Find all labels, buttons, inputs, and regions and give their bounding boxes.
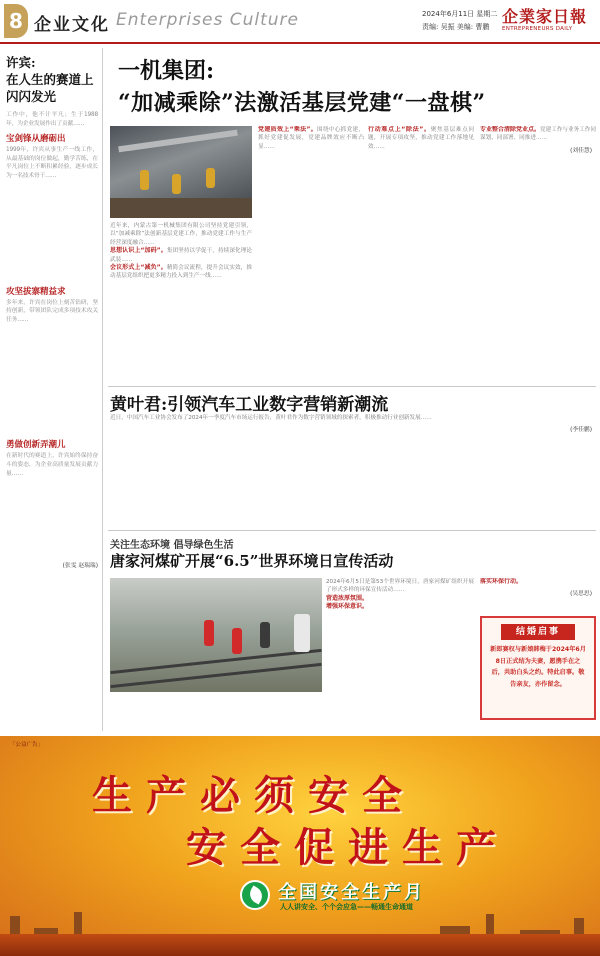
safety-month-logo-icon xyxy=(240,880,270,910)
safety-month-slogan: 人人讲安全、个个会应急——畅通生命通道 xyxy=(280,903,413,911)
photo-crane-beam xyxy=(118,130,238,153)
main-col-3 xyxy=(368,126,474,382)
third-byline: (吴思思) xyxy=(570,591,592,598)
main-col4-text: 聚焦基层难点问题，开展专项攻坚，推动党建工作落地见效…… xyxy=(368,127,474,150)
paper-logo-en: ENTREPRENEURS DAILY xyxy=(502,26,573,32)
photo-worker xyxy=(172,174,181,194)
wedding-notice-title: 结婚启事 xyxy=(501,624,575,640)
main-col5-subhead: 专业整合清除党业点。 xyxy=(480,126,541,133)
photo-worker xyxy=(140,170,149,190)
third-article-text: 2024年6月5日是第53个世界环境日，唐家河煤矿组织开展了形式多样的环保宣传活动…… xyxy=(326,579,474,594)
second-article-text: 近日，中国汽车工业协会发布了2024年一季度汽车市场运行报告，黄叶君作为数字营销领域的探索者，积极推动行业创新发展…… xyxy=(110,415,432,421)
left-byline: (张雯 赵瑞瑞) xyxy=(62,563,98,570)
main-col5-text: 党建工作与业务工作同谋划、同部署、同推进…… xyxy=(480,127,596,142)
left-title-line3: 闪闪发光 xyxy=(6,89,57,104)
section-title-cn: 企业文化 xyxy=(34,15,110,35)
page-number: 8 xyxy=(4,4,28,38)
wedding-notice-text: 新郎赛权与新娘韩梅于2024年6月8日正式结为夫妻，愿携手在之后，共助白头之约。特此启事。敬告亲友，亦作留念。 xyxy=(490,646,586,688)
workers-crowd xyxy=(0,934,600,956)
main-headline-line2: “加减乘除”法激活基层党建“一盘棋” xyxy=(118,90,486,116)
paper-logo: 企業家日報 xyxy=(502,7,588,26)
main-col2-subhead: 会议形式上“减负”。 xyxy=(110,264,167,272)
main-col1-subhead: 思想认识上“加码”。 xyxy=(110,247,167,255)
left-paragraph-3b xyxy=(0,478,102,558)
left-subhead-2: 攻坚拔寨精益求 xyxy=(6,286,66,297)
main-headline xyxy=(108,50,596,122)
page-header xyxy=(0,0,600,44)
environment-day-photo xyxy=(110,578,322,692)
third-subhead-3: 落实环保行动。 xyxy=(480,578,523,585)
photo-person xyxy=(232,628,242,654)
main-col1-text2: 集团坚持以学促干，持续深化理论武装…… xyxy=(110,248,252,263)
main-col4-subhead: 行动难点上“除法”。 xyxy=(368,126,431,133)
banner-slogan-1: 生产必须安全 xyxy=(92,772,416,819)
photo-person xyxy=(260,622,270,648)
left-paragraph-1: 1999年，许宾从事生产一线工作，从最基础的岗位做起，勤学苦练，在平凡岗位上不断积累经验，逐步成长为一名技术骨干…… xyxy=(6,147,98,179)
third-kicker: 关注生态环境 倡导绿色生活 xyxy=(110,540,234,551)
main-headline-line1: 一机集团: xyxy=(118,58,215,84)
safety-banner xyxy=(0,736,600,956)
left-article-title xyxy=(0,48,102,111)
main-col-1 xyxy=(110,222,252,382)
banner-slogan-2: 安全促进生产 xyxy=(186,824,510,871)
photo-ground xyxy=(110,198,252,218)
left-article xyxy=(0,48,103,731)
photo-banner-sign xyxy=(294,614,310,652)
main-col3-subhead: 党建质效上“乘法”。 xyxy=(258,126,318,133)
third-article-body xyxy=(326,578,474,728)
issue-editors: 责编: 吴振 美编: 曹鹏 xyxy=(422,23,490,31)
left-paragraph-3: 在新时代的赛道上，许宾始终保持奋斗的姿态，为企业高质量发展贡献力量…… xyxy=(6,453,98,477)
left-intro: 工作中，他不计平凡；生于1988年，为企业发展作出了贡献…… xyxy=(6,112,98,127)
main-col3-text: 围绕中心抓党建，抓好党建促发展，党建品牌效应不断凸显…… xyxy=(258,127,364,150)
main-col2-text: 精简会议流程，提升会议实效，推动基层党组织把更多精力投入到生产一线…… xyxy=(110,265,252,280)
divider xyxy=(108,386,596,387)
left-paragraph-2: 多年来，许宾在岗位上刻苦钻研，坚持创新，带领团队完成多项技术攻关任务…… xyxy=(6,299,98,323)
photo-person xyxy=(204,620,214,646)
factory-photo xyxy=(110,126,252,218)
photo-worker xyxy=(206,168,215,188)
third-subhead-1: 营造浓厚氛围。 xyxy=(326,594,369,602)
left-paragraph-2b xyxy=(0,324,102,434)
main-col-4 xyxy=(480,126,596,382)
second-article-body xyxy=(110,414,596,524)
divider xyxy=(108,530,596,531)
main-byline: (刘佳慧) xyxy=(570,147,592,154)
left-title-line1: 许宾: xyxy=(6,55,36,70)
second-byline: (李佳鹏) xyxy=(570,427,592,434)
main-col-2 xyxy=(258,126,364,382)
safety-month-title: 全国安全生产月 xyxy=(278,882,425,903)
banner-tag: 「公益广告」 xyxy=(10,742,44,748)
wedding-notice xyxy=(480,616,596,720)
left-subhead-3: 勇做创新弄潮儿 xyxy=(6,440,66,451)
third-subhead-2: 增强环保意识。 xyxy=(326,603,369,611)
second-headline: 黄叶君:引领汽车工业数字营销新潮流 xyxy=(110,395,389,415)
left-subhead-1: 宝剑锋从磨砺出 xyxy=(6,134,66,145)
third-article-col2 xyxy=(480,578,596,614)
third-headline: 唐家河煤矿开展“6.5”世界环境日宣传活动 xyxy=(110,552,394,570)
left-paragraph-1b xyxy=(0,181,102,281)
issue-date: 2024年6月11日 星期二 xyxy=(422,10,498,18)
left-title-line2: 在人生的赛道上 xyxy=(6,72,94,87)
photo-rail xyxy=(110,649,321,674)
main-col1-text: 近年来，内蒙古第一机械集团有限公司坚持党建引领，以“加减乘除”法创新基层党建工作，推动党建工作与生产经营深度融合…… xyxy=(110,223,252,246)
section-title-en: Enterprises Culture xyxy=(116,10,299,30)
